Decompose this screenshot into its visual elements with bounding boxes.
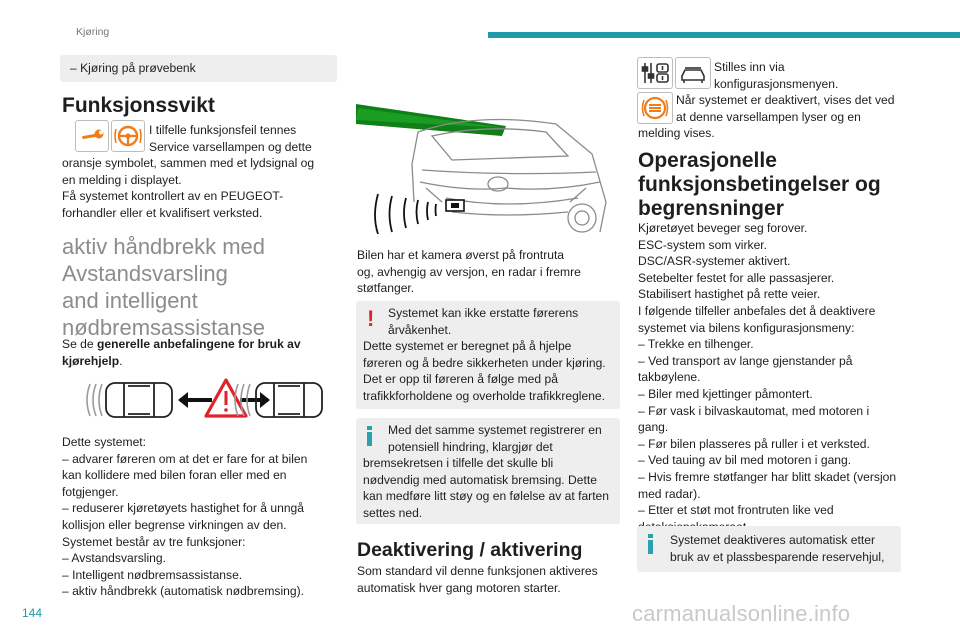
conditions-text: Kjøretøyet beveger seg forover. ESC-system som virker. DSC/ASR-systemer aktivert. Setebelter festet for alle passasjerer. Stabilisert hastighet på rette veier. I følgende tilfeller anbefales det å deaktivere systemet via bilens konfigurasjonsmeny: – Trekke en tilhenger. – Ved transport av lange gjenstander på takbøylene. – Biler med kjettinger påmontert. – Før vask i bilvaskautomat, med motoren i gang. – Før bilen plasseres på ruller i et verksted. – Ved tauing av bil med motoren i gang. – Hvis fremre støtfanger har blitt skadet (versjon med radar). – Etter et støt mot frontruten like ved	[638, 221, 897, 518]
header-section-title: Kjøring	[76, 26, 110, 38]
wrench-warning-icon	[75, 120, 109, 152]
bench-note-text: – Kjøring på prøvebenk	[70, 61, 196, 75]
settings-text: Stilles inn via konfigurasjonsmenyen.	[714, 60, 839, 91]
page-number: 144	[22, 606, 43, 620]
fault-text-b: oransje symbolet, sammen med et lydsignal og en melding i displayet. Få systemet kontrollert av en PEUGEOT- forhandler eller et kvalifisert verksted.	[62, 156, 315, 220]
section-heading: aktiv håndbrekk med Avstandsvarsling and intelligent nødbremsassistanse	[62, 234, 265, 340]
collision-disabled-lamp-icon	[637, 92, 673, 124]
auto-deactivation-text: Systemet deaktiveres automatisk etter bruk av et plassbesparende reservehjul,	[670, 533, 885, 564]
deactivated-text-a: Når systemet er deaktivert, vises det ved at denne varsellampen lyser og en	[676, 93, 895, 124]
deactivation-heading: Deaktivering / aktivering	[357, 539, 583, 561]
car-settings-icon	[675, 57, 711, 89]
deactivated-text-b: melding vises.	[638, 126, 715, 140]
warning-text-rest: Dette systemet er beregnet på å hjelpe føreren og å bedre sikkerheten under kjøring. Det er opp til føreren å følge med på trafikkforholdene og overholde trafikkreglene.	[363, 339, 606, 403]
exclamation-mark-icon: !	[367, 306, 375, 331]
info-text-rest: bremsekretsen i tilfelle det skulle bli nødvendig med automatisk bremsing. Dette kan medføre litt støy og en følelse av at farten settes ned.	[363, 456, 610, 520]
camera-text: Bilen har et kamera øverst på frontruta og, avhengig av versjon, en radar i fremre støtfanger.	[357, 248, 581, 296]
deactivation-text: Som standard vil denne funksjonen aktiveres automatisk hver gang motoren starter.	[357, 564, 598, 595]
recommendation-suffix: .	[119, 353, 123, 368]
operational-heading: Operasjonelle funksjonsbetingelser og begrensninger	[638, 149, 881, 220]
info-mark-icon	[367, 426, 372, 446]
header-accent-bar	[488, 32, 960, 38]
system-description: Dette systemet: – advarer føreren om at det er fare for at bilen kan kollidere med bilen foran eller med en fotgjenger. – reduserer kjøretøyets hastighet for å unngå kollisjon eller begrense virkningen av den. Systemet består av tre funksjoner: – Avstandsvarsling. – Intelligent nødbremsassistanse. – aktiv håndbrekk (automatisk nødbremsing).	[62, 435, 308, 599]
car-camera-radar-illustration	[356, 84, 618, 234]
watermark: carmanualsonline.info	[632, 601, 851, 626]
settings-menu-icon	[637, 57, 673, 89]
fault-text-a: I tilfelle funksjonsfeil tennes Service varsellampen og dette	[149, 123, 312, 154]
forward-collision-illustration	[80, 374, 330, 426]
steering-assist-icon	[111, 120, 145, 152]
info-text-indent: Med det samme systemet registrerer en potensiell hindring, klargjør det	[388, 423, 602, 454]
recommendation-link[interactable]: generelle anbefalingene for bruk av kjørehjelp	[62, 337, 301, 368]
recommendation-text	[62, 336, 334, 369]
fault-heading: Funksjonssvikt	[62, 94, 215, 117]
warning-text-indent: Systemet kan ikke erstatte førerens årvåkenhet.	[388, 306, 579, 337]
recommendation-prefix: Se de	[62, 337, 97, 351]
info-mark-icon-2	[648, 534, 653, 554]
